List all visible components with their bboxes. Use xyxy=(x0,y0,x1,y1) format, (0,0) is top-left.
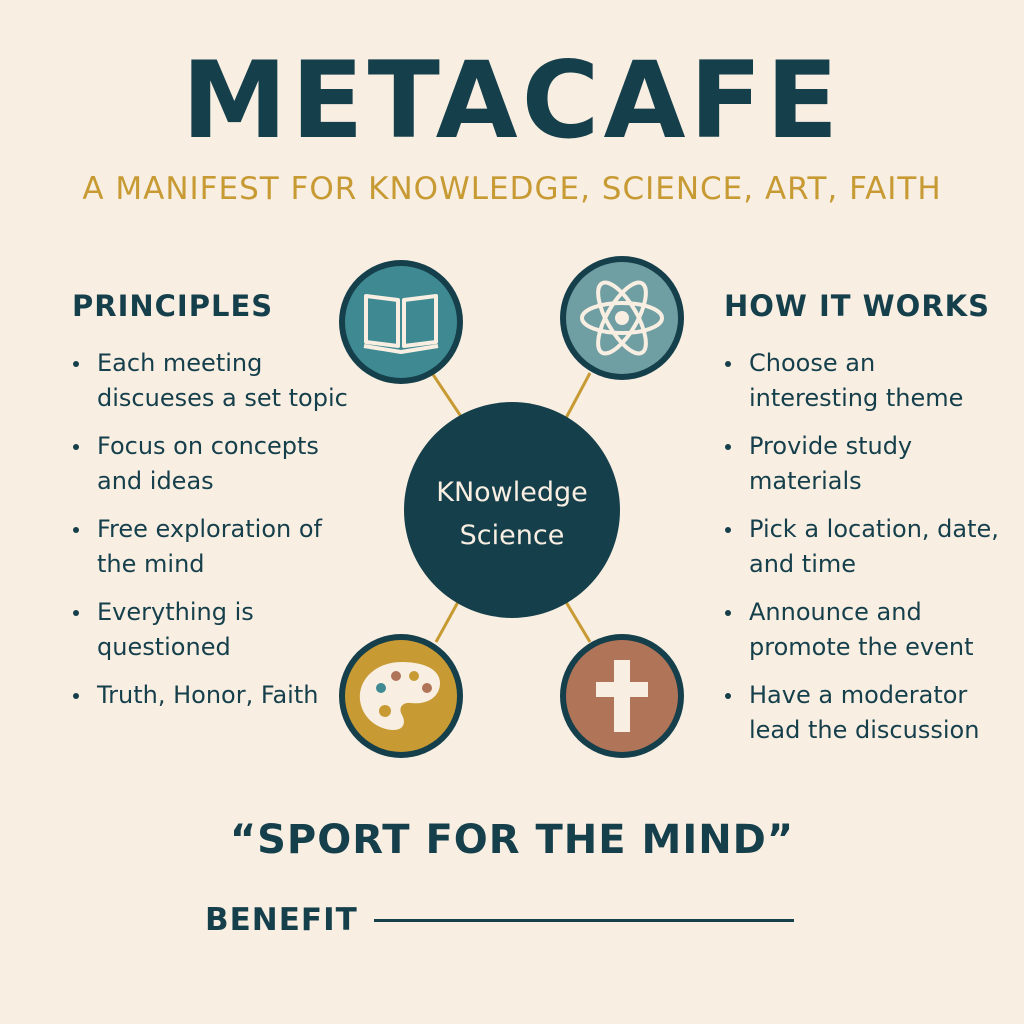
atom-icon xyxy=(560,256,684,380)
paint-palette-icon xyxy=(339,634,463,758)
list-item: Each meeting discueses a set topic xyxy=(72,346,357,416)
center-label-science: Science xyxy=(459,520,565,551)
center-hub xyxy=(404,402,620,618)
slogan: “SPORT FOR THE MIND” xyxy=(229,817,795,863)
connector-bottom-right xyxy=(566,602,590,642)
list-item: Pick a location, date, and time xyxy=(724,512,999,582)
list-item: Choose an interesting theme xyxy=(724,346,999,416)
open-book-icon xyxy=(339,260,463,384)
list-item: Announce and promote the event xyxy=(724,595,999,665)
connector-top-right xyxy=(566,373,590,418)
list-item: Focus on concepts and ideas xyxy=(72,429,357,499)
list-item: Provide study materials xyxy=(724,429,999,499)
list-item: Have a moderator lead the discussion xyxy=(724,678,999,748)
connector-bottom-left xyxy=(436,602,458,642)
principles-heading: PRINCIPLES xyxy=(72,289,274,323)
connector-top-left xyxy=(432,373,462,418)
benefit-underline xyxy=(374,919,794,922)
cross-icon xyxy=(560,634,684,758)
list-item: Everything is questioned xyxy=(72,595,357,665)
page-subtitle: A MANIFEST FOR KNOWLEDGE, SCIENCE, ART, FAITH xyxy=(82,171,942,207)
list-item: Truth, Honor, Faith xyxy=(72,678,357,713)
center-label-knowledge: KNowledge xyxy=(436,477,588,508)
list-item: Free exploration of the mind xyxy=(72,512,357,582)
how-it-works-heading: HOW IT WORKS xyxy=(724,289,991,323)
benefit-label: BENEFIT xyxy=(205,902,358,938)
page-title: METACAFE xyxy=(181,39,843,162)
